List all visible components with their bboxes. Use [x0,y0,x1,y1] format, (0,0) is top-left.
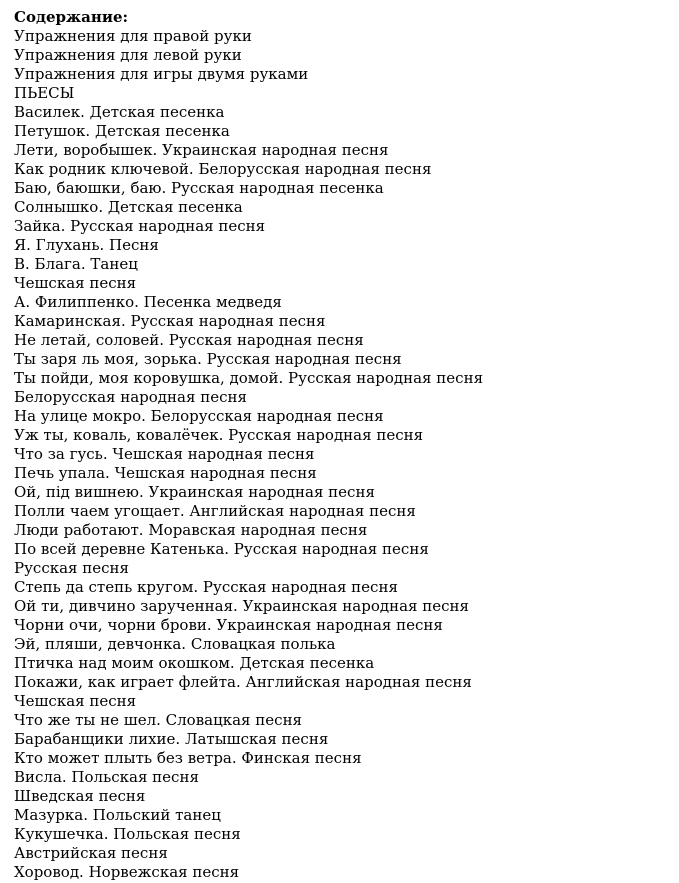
toc-item: Что за гусь. Чешская народная песня [14,445,315,463]
toc-item: Лети, воробышек. Украинская народная песня [14,141,389,159]
toc-item: Висла. Польская песня [14,768,199,786]
toc-item: Барабанщики лихие. Латышская песня [14,730,329,748]
toc-item: Белорусская народная песня [14,388,247,406]
toc-item: В. Блага. Танец [14,255,138,273]
toc-list [14,27,679,882]
toc-item: Я. Глухань. Песня [14,236,159,254]
toc-item: Эй, пляши, девчонка. Словацкая полька [14,635,336,653]
toc-item: Зайка. Русская народная песня [14,217,266,235]
toc-item: Упражнения для левой руки [14,46,242,64]
toc-item: Чешская песня [14,692,137,710]
toc-item: Ты заря ль моя, зорька. Русская народная песня [14,350,402,368]
toc-item: Покажи, как играет флейта. Английская народная песня [14,673,472,691]
toc-item: ПЬЕСЫ [14,84,75,102]
toc-item: Мазурка. Польский танец [14,806,221,824]
toc-item: Камаринская. Русская народная песня [14,312,326,330]
toc-item: Ой, пiд вишнею. Украинская народная песня [14,483,375,501]
toc-item: Полли чаем угощает. Английская народная песня [14,502,416,520]
toc-item: Австрийская песня [14,844,168,862]
toc-item: Люди работают. Моравская народная песня [14,521,368,539]
toc-item: Уж ты, коваль, ковалёчек. Русская народная песня [14,426,424,444]
toc-item: Птичка над моим окошком. Детская песенка [14,654,375,672]
toc-item: Шведская песня [14,787,146,805]
toc-item: Василек. Детская песенка [14,103,225,121]
toc-item: Как родник ключевой. Белорусская народная песня [14,160,432,178]
toc-item: Степь да степь кругом. Русская народная песня [14,578,398,596]
toc-title: Содержание: [14,8,129,26]
toc-item: Упражнения для правой руки [14,27,252,45]
toc-item: Кто может плыть без ветра. Финская песня [14,749,362,767]
toc-item: Упражнения для игры двумя руками [14,65,309,83]
toc-item: По всей деревне Катенька. Русская народная песня [14,540,429,558]
toc-item: На улице мокро. Белорусская народная песня [14,407,384,425]
toc-item: Русская песня [14,559,130,577]
toc-item: Чешская песня [14,274,137,292]
toc-item: Ты пойди, моя коровушка, домой. Русская народная песня [14,369,484,387]
toc-item: Солнышко. Детская песенка [14,198,243,216]
toc-item: А. Филиппенко. Песенка медведя [14,293,282,311]
toc-item: Баю, баюшки, баю. Русская народная песенка [14,179,384,197]
toc-item: Петушок. Детская песенка [14,122,230,140]
toc-item: Чорни очи, чорни брови. Украинская народная песня [14,616,443,634]
toc-item: Ой ти, дивчино зарученная. Украинская народная песня [14,597,469,615]
toc-item: Не летай, соловей. Русская народная песня [14,331,364,349]
toc-item: Что же ты не шел. Словацкая песня [14,711,303,729]
toc-item: Хоровод. Норвежская песня [14,863,240,881]
toc-item: Печь упала. Чешская народная песня [14,464,317,482]
toc-item: Кукушечка. Польская песня [14,825,241,843]
